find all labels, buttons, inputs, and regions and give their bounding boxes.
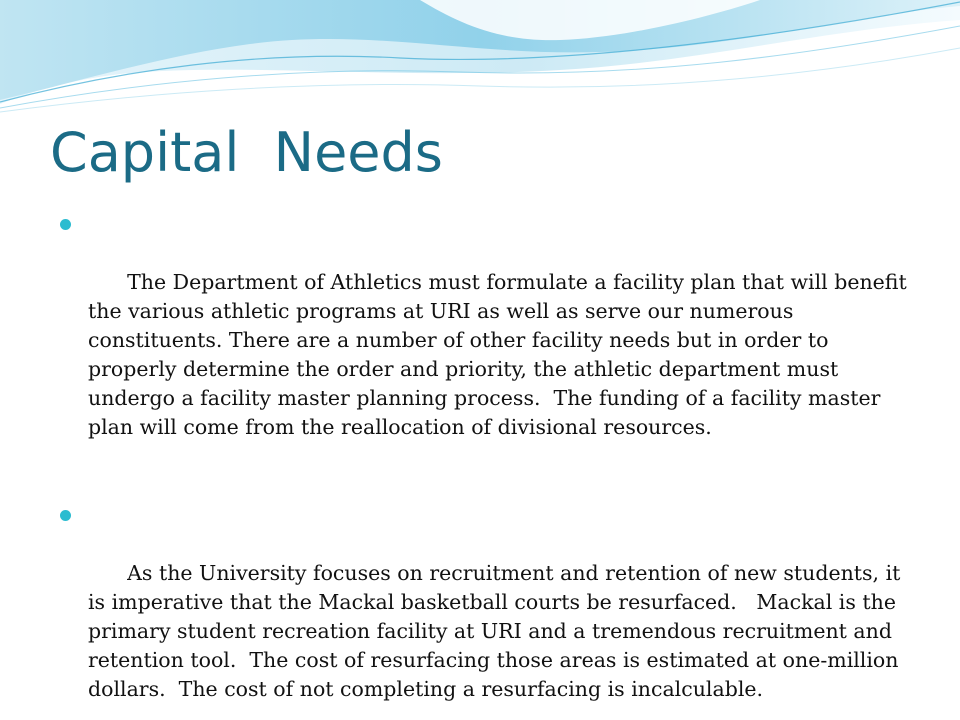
- bullet-dot-icon: [60, 219, 71, 230]
- bullet-text: The Department of Athletics must formulate a facility plan that will benefit the various athletic programs at URI as well as serve our numerous constituents. There are a number of other facility needs but in order to properly determine the order and priority, the athletic department must undergo a facility master planning process. The funding of a facility master plan will come from the reallocation of divisional resources.: [88, 270, 914, 439]
- slide-title: Capital Needs: [50, 121, 443, 184]
- bullet-text: As the University focuses on recruitment and retention of new students, it is imperative that the Mackal basketball courts be resurfaced. Mackal is the primary student recreation facility at URI and a tremendous recruitment and retention tool. The cost of resurfacing those areas is estimated at one-million dollars. The cost of not completing a resurfacing is incalculable.: [88, 561, 907, 701]
- header-wave-decoration: [0, 0, 960, 120]
- bullet-list: [60, 210, 914, 720]
- bullet-dot-icon: [60, 510, 71, 521]
- bullet-item: [60, 210, 914, 471]
- bullet-item: [60, 501, 910, 720]
